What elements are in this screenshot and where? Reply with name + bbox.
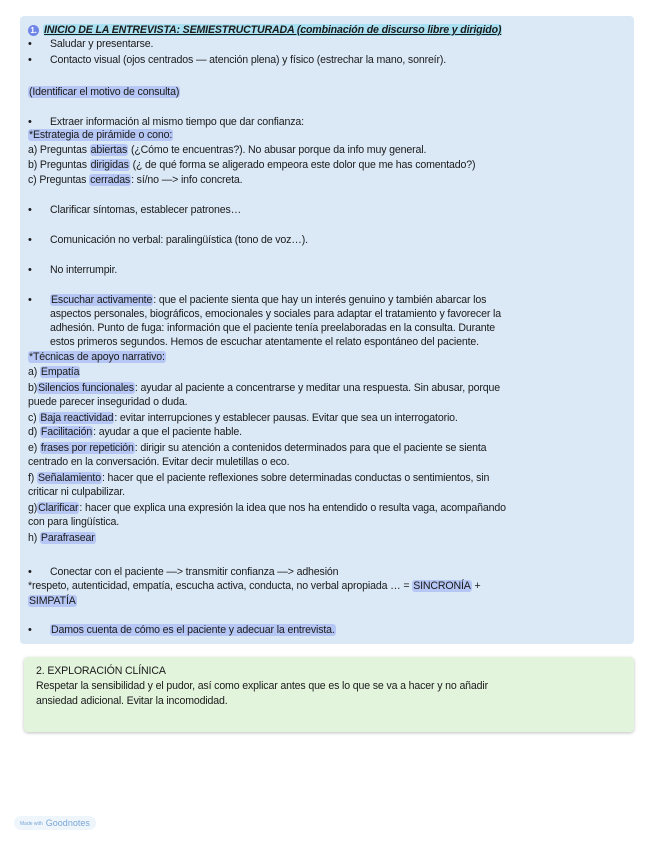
simpatia-highlight: SIMPATÍA [29, 595, 76, 607]
plus-sign: + [474, 580, 481, 592]
tecnica-h-highlight: Parafrasear [40, 532, 95, 544]
tecnica-d-label: d) [28, 426, 38, 438]
bullet-contacto: Contacto visual (ojos centrados — atención plena) y físico (estrechar la mano, sonreír). [50, 54, 447, 66]
goodnotes-brand: Goodnotes [45, 818, 90, 828]
tecnica-d-highlight: Facilitación [40, 426, 93, 438]
bullet-icon: • [28, 54, 32, 66]
tecnica-h-label: h) [28, 532, 38, 544]
tecnica-e-highlight: frases por repetición [40, 442, 134, 454]
tecnica-e-label: e) [28, 442, 38, 454]
tecnicas-highlight: *Técnicas de apoyo narrativo: [29, 351, 165, 363]
tecnica-g [28, 502, 506, 515]
pregunta-c-highlight: cerradas [90, 174, 131, 186]
bullet-conectar: Conectar con el paciente —> transmitir confianza —> adhesión [50, 566, 339, 578]
tecnica-b [28, 382, 500, 395]
tecnica-b-label: b) [28, 382, 38, 394]
pregunta-b-text: (¿ de qué forma se aligerado empeora este dolor que me has comentado?) [132, 159, 476, 171]
motivo-highlight: (Identificar el motivo de consulta) [29, 86, 180, 98]
motivo-line [28, 86, 180, 99]
tecnica-b-highlight: Silencios funcionales [38, 382, 134, 394]
section-1-heading [28, 24, 502, 37]
goodnotes-badge [14, 816, 96, 830]
tecnica-g-highlight: Clarificar [38, 502, 79, 514]
tecnica-b-text: : ayudar al paciente a concentrarse y meditar una respuesta. Sin abusar, porque [134, 382, 500, 394]
pregunta-a [28, 144, 426, 157]
section-2-title: 2. EXPLORACIÓN CLÍNICA [36, 665, 166, 677]
tecnica-a [28, 366, 80, 379]
tecnica-h [28, 532, 96, 545]
estrategia-highlight: *Estrategia de pirámide o cono: [29, 129, 173, 141]
tecnica-g-text: : hacer que explica una expresión la idea que nos ha entendido o resulta vaga, acompañando [79, 502, 506, 514]
bullet-nointerrumpir: No interrumpir. [50, 264, 118, 276]
bullet-extraer: Extraer información al mismo tiempo que dar confianza: [50, 116, 304, 128]
estrategia-line [28, 129, 173, 142]
pregunta-c-label: c) Preguntas [28, 174, 87, 186]
bullet-icon: • [28, 566, 32, 578]
bullet-comunicacion: Comunicación no verbal: paralingüística (tono de voz…). [50, 234, 308, 246]
escuchar-line-1 [50, 294, 486, 307]
escuchar-line-3: adhesión. Punto de fuga: información que el paciente tenía preelaboradas en la consulta. Durante [50, 322, 495, 334]
pregunta-a-text: (¿Cómo te encuentras?). No abusar porque da info muy general. [130, 144, 427, 156]
made-with-label: Made with [20, 821, 43, 827]
tecnica-g-label: g) [28, 502, 38, 514]
tecnica-a-highlight: Empatía [40, 366, 80, 378]
section-2-line-1: Respetar la sensibilidad y el pudor, así como explicar antes que es lo que se va a hacer y no añadir [36, 680, 488, 692]
pregunta-c-text: : sí/no —> info concreta. [131, 174, 243, 186]
bullet-damos [50, 624, 336, 637]
bullet-saludar: Saludar y presentarse. [50, 38, 154, 50]
section-2-line-2: ansiedad adicional. Evitar la incomodidad. [36, 695, 228, 707]
damos-highlight: Damos cuenta de cómo es el paciente y adecuar la entrevista. [51, 624, 335, 636]
tecnicas-line [28, 351, 166, 364]
bullet-icon: • [28, 234, 32, 246]
pregunta-c [28, 174, 242, 187]
sincronia-highlight: SINCRONÍA [413, 580, 471, 592]
tecnica-g-cont: con para lingüística. [28, 516, 120, 528]
pregunta-b [28, 159, 475, 172]
bullet-icon: • [28, 116, 32, 128]
escuchar-text-1: : que el paciente sienta que hay un interés genuino y también abarcar los [153, 294, 487, 306]
tecnica-c [28, 412, 458, 425]
tecnica-d [28, 426, 242, 439]
tecnica-f-label: f) [28, 472, 35, 484]
tecnica-f [28, 472, 489, 485]
respeto-line [28, 580, 481, 593]
respeto-text: *respeto, autenticidad, empatía, escucha activa, conducta, no verbal apropiada … = [28, 580, 410, 592]
tecnica-d-text: : ayudar a que el paciente hable. [93, 426, 242, 438]
tecnica-f-cont: criticar ni culpabilizar. [28, 486, 125, 498]
pregunta-b-label: b) Preguntas [28, 159, 87, 171]
tecnica-e-cont: centrado en la conversación. Evitar decir muletillas o eco. [28, 456, 290, 468]
tecnica-f-text: : hacer que el paciente reflexiones sobre determinadas conductas o sentimientos, sin [101, 472, 490, 484]
tecnica-c-text: : evitar interrupciones y establecer pausas. Evitar que sea un interrogatorio. [114, 412, 458, 424]
bullet-icon: • [28, 204, 32, 216]
escuchar-line-4: estos primeros segundos. Hemos de escuchar atentamente el relato espontáneo del paciente. [50, 336, 479, 348]
tecnica-b-cont: puede parecer inseguridad o duda. [28, 396, 188, 408]
tecnica-a-label: a) [28, 366, 38, 378]
tecnica-f-highlight: Señalamiento [37, 472, 101, 484]
tecnica-c-highlight: Baja reactividad [40, 412, 114, 424]
bullet-icon: • [28, 264, 32, 276]
bullet-icon: • [28, 294, 32, 306]
bullet-clarificar: Clarificar síntomas, establecer patrones… [50, 204, 242, 216]
section-1-title: INICIO DE LA ENTREVISTA: SEMIESTRUCTURADA (combinación de discurso libre y dirigido) [44, 24, 502, 36]
escuchar-line-2: aspectos personales, biográficos, emocionales y sociales para adaptar el tratamiento y favorecer la [50, 308, 501, 320]
pregunta-b-highlight: dirigidas [90, 159, 129, 171]
tecnica-c-label: c) [28, 412, 37, 424]
tecnica-e-text: : dirigir su atención a contenidos determinados para que el paciente se sienta [134, 442, 487, 454]
tecnica-e [28, 442, 486, 455]
pregunta-a-highlight: abiertas [90, 144, 128, 156]
bullet-icon: • [28, 38, 32, 50]
bullet-icon: • [28, 624, 32, 636]
simpatia-line [28, 595, 77, 608]
section-number-badge: 1. [28, 25, 39, 36]
escuchar-highlight: Escuchar activamente [51, 294, 153, 306]
pregunta-a-label: a) Preguntas [28, 144, 87, 156]
